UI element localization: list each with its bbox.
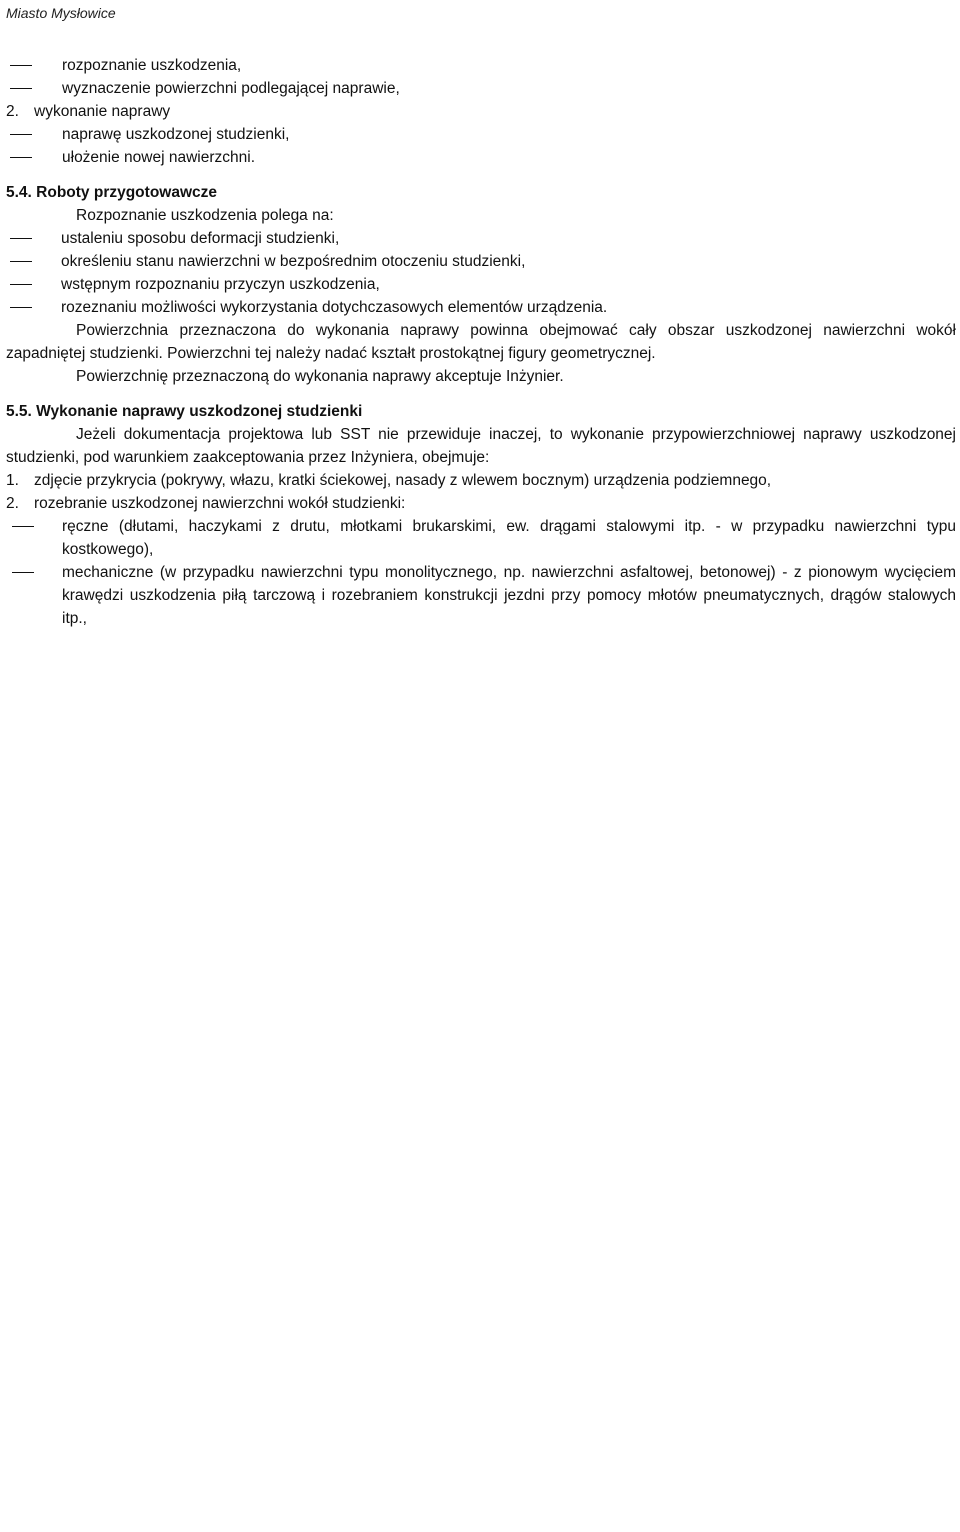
item-number: 2. — [6, 495, 19, 512]
sub-list-item: mechaniczne (w przypadku nawierzchni typu monolitycznego, np. nawierzchni asfaltowej, betonowej) - z pionowym wycięciem krawędzi uszkodzenia piłą tarczową i rozebraniem konstrukcji jezdni przy pomocy młotów pneumatycznych, drągów stalowych itp., — [6, 561, 956, 630]
paragraph: Powierzchnia przeznaczona do wykonania naprawy powinna obejmować cały obszar uszkodzonej nawierzchni wokół zapadniętej studzienki. Powierzchni tej należy nadać kształt prostokątnej figury geometrycznej. — [6, 322, 956, 362]
list-item: określeniu stanu nawierzchni w bezpośrednim otoczeniu studzienki, — [6, 250, 956, 273]
paragraph: Jeżeli dokumentacja projektowa lub SST nie przewiduje inaczej, to wykonanie przypowierzchniowej naprawy uszkodzonej studzienki, pod warunkiem zaakceptowania przez Inżyniera, obejmuje: — [6, 426, 956, 466]
numbered-item — [6, 469, 956, 492]
paragraph: Powierzchnię przeznaczoną do wykonania naprawy akceptuje Inżynier. — [76, 368, 564, 385]
document-header — [0, 0, 960, 24]
header-title: Miasto Mysłowice — [6, 5, 116, 21]
numbered-item — [6, 100, 956, 123]
paragraph: Rozpoznanie uszkodzenia polega na: — [76, 207, 334, 224]
item-number: 2. — [6, 103, 19, 120]
list-item: wstępnym rozpoznaniu przyczyn uszkodzenia, — [6, 273, 956, 296]
item-text: rozebranie uszkodzonej nawierzchni wokół studzienki: — [34, 495, 406, 512]
list-item: rozeznaniu możliwości wykorzystania dotychczasowych elementów urządzenia. — [6, 296, 956, 319]
list-item: naprawę uszkodzonej studzienki, — [6, 123, 956, 146]
item-number: 1. — [6, 472, 19, 489]
list-item: rozpoznanie uszkodzenia, — [6, 54, 956, 77]
list-item: wyznaczenie powierzchni podlegającej naprawie, — [6, 77, 956, 100]
item-text: zdjęcie przykrycia (pokrywy, włazu, kratki ściekowej, nasady z wlewem bocznym) urządzenia podziemnego, — [34, 472, 772, 489]
list-item: ułożenie nowej nawierzchni. — [6, 146, 956, 169]
document-body — [0, 24, 960, 630]
sub-list-item: ręczne (dłutami, haczykami z drutu, młotkami brukarskimi, ew. drągami stalowymi itp. - w przypadku nawierzchni typu kostkowego), — [6, 515, 956, 561]
section-heading: 5.4. Roboty przygotowawcze — [6, 184, 218, 201]
item-text: wykonanie naprawy — [34, 103, 171, 120]
numbered-item — [6, 492, 956, 515]
section-heading: 5.5. Wykonanie naprawy uszkodzonej studzienki — [6, 403, 363, 420]
list-item: ustaleniu sposobu deformacji studzienki, — [6, 227, 956, 250]
